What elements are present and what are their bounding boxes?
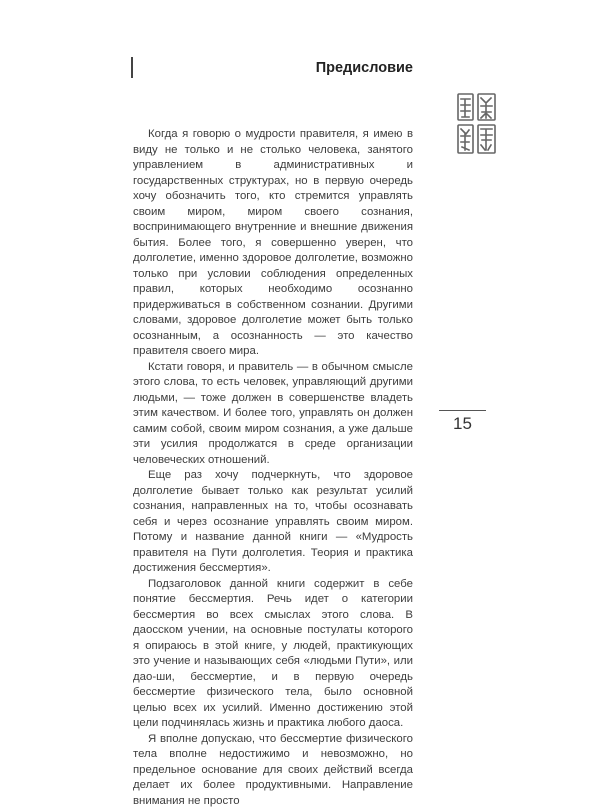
page-number: 15 — [439, 414, 486, 434]
body-text — [133, 127, 413, 809]
header-rule — [131, 57, 133, 78]
seal-icon — [455, 90, 498, 157]
paragraph-2: Кстати говоря, и правитель — в обычном смысле этого слова, то есть человек, управляющий другими людьми, — тоже должен в совершенстве владеть этим качеством. И более того, управлять он должен самим собой, своим миром сознания, а уже дальше эти усилия продолжатся в среде организации человеческих отношений. — [133, 360, 413, 469]
page-number-rule — [439, 410, 486, 411]
paragraph-3: Еще раз хочу подчеркнуть, что здоровое долголетие бывает только как результат усилий сознания, направленных на то, чтобы осознавать себя и через осознание управлять своим миром. Потому и название данной книги — «Мудрость правителя на Пути долголетия. Теория и практика достижения бессмертия». — [133, 468, 413, 577]
paragraph-5: Я вполне допускаю, что бессмертие физического тела вполне недостижимо и невозможно, но предельное основание для своих действий всегда делает их более продуктивными. Направление внимания не просто — [133, 732, 413, 809]
chapter-title: Предисловие — [292, 60, 413, 76]
paragraph-4: Подзаголовок данной книги содержит в себе понятие бессмертия. Речь идет о категории бессмертия во всех смыслах этого слова. В даосском учении, на основные постулаты которого я опираюсь в этой книге, у людей, практикующих это учение и называющих себя «людьми Пути», или дао-ши, бессмертие, и в первую очередь бессмертие физического тела, было основной целью всех их усилий. Именно достижению этой цели подчинялась жизнь и практика любого даоса. — [133, 577, 413, 732]
paragraph-1: Когда я говорю о мудрости правителя, я имею в виду не только и не столько человека, занятого управлением в административных и государственных структурах, но в первую очередь хочу обозначить того, кто стремится управлять своим миром, миром своего сознания, воспринимающего внутренние и внешние движения бытия. Более того, я совершенно уверен, что долголетие, именно здоровое долголетие, возможно только при условии соблюдения определенных правил, которых необходимо осознанно придерживаться в собственном сознании. Другими словами, здоровое долголетие может быть только осознанным, а осознанность — это качество правителя своего мира. — [133, 127, 413, 360]
